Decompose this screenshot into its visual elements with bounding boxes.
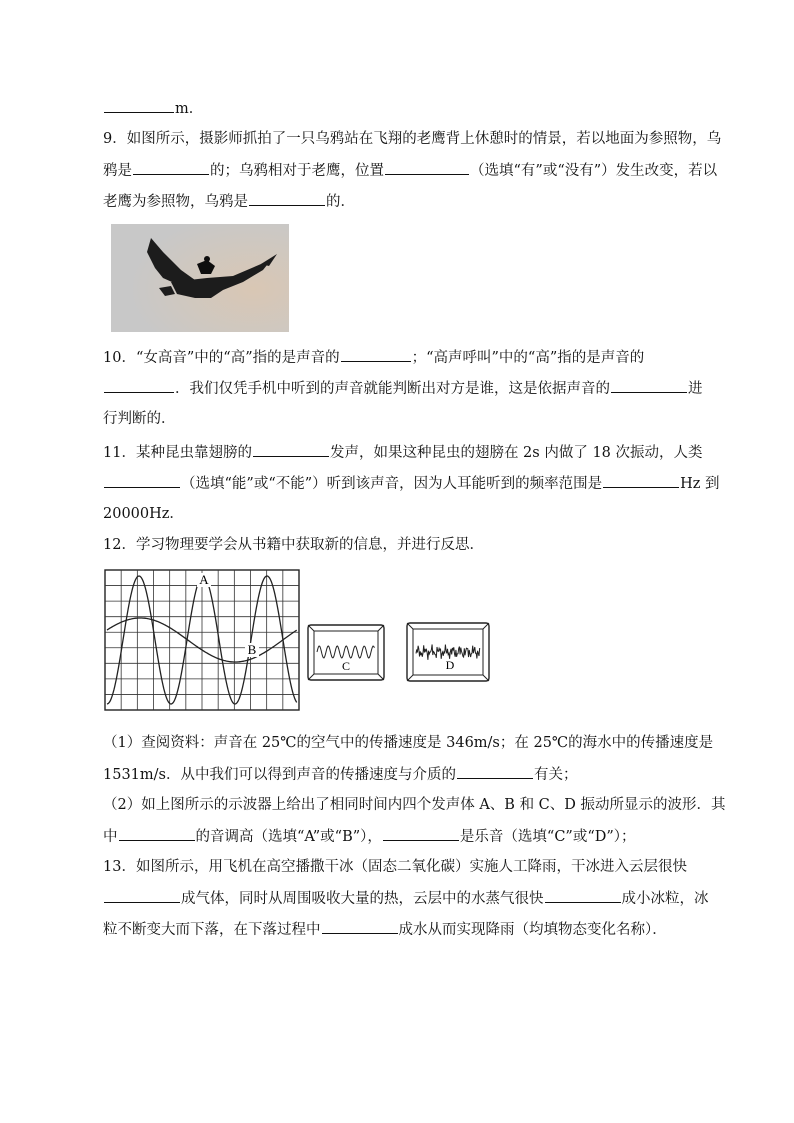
q11-line-3: 20000Hz．: [103, 506, 184, 522]
answer-blank[interactable]: [383, 826, 459, 841]
q11-line-2: （选填“能”或“不能”）听到该声音，因为人耳能听到的频率范围是 Hz 到: [103, 473, 720, 494]
answer-blank[interactable]: [322, 919, 398, 934]
wave-b-label: B: [247, 642, 257, 657]
answer-blank[interactable]: [249, 191, 325, 206]
q10-line-2: ．我们仅凭手机中听到的声音就能判断出对方是谁，这是依据声音的 进: [103, 378, 703, 399]
oscilloscope-figure: [103, 568, 503, 714]
answer-blank[interactable]: [104, 378, 174, 393]
answer-blank[interactable]: [104, 98, 174, 113]
answer-blank[interactable]: [104, 888, 180, 903]
photo-background: [111, 224, 289, 332]
q10-line-1: 10．“女高音”中的“高”指的是声音的 ；“高声呼叫”中的“高”指的是声音的: [103, 347, 644, 368]
q13-line-1: 13．如图所示，用飞机在高空播撒干冰（固态二氧化碳）实施人工降雨，干冰进入云层很快: [103, 859, 687, 875]
q12-title: 12．学习物理要学会从书籍中获取新的信息，并进行反思．: [103, 537, 484, 553]
q12-sub2-line-2: 中 的音调高（选填“A”或“B”）， 是乐音（选填“C”或“D”）；: [103, 826, 636, 847]
wave-a-label: A: [199, 572, 209, 587]
wave-c-label: C: [341, 659, 351, 673]
answer-blank[interactable]: [133, 160, 209, 175]
wave-d-label: D: [445, 658, 455, 672]
answer-blank[interactable]: [341, 347, 411, 362]
oscilloscope-c: [308, 625, 384, 680]
q9-line-2: 鸦是 的；乌鸦相对于老鹰，位置 （选填“有”或“没有”）发生改变，若以: [103, 160, 717, 181]
q12-sub2-line-1: （2）如上图所示的示波器上给出了相同时间内四个发声体 A、B 和 C、D 振动所显示的波形．其: [103, 797, 726, 813]
answer-blank[interactable]: [611, 378, 687, 393]
eagle-crow-photo: [111, 224, 289, 332]
answer-blank[interactable]: [104, 473, 180, 488]
q13-line-3: 粒不断变大而下落，在下落过程中 成水从而实现降雨（均填物态变化名称）．: [103, 919, 667, 940]
answer-blank[interactable]: [385, 160, 469, 175]
answer-blank[interactable]: [603, 473, 679, 488]
q12-sub1-line-2: 1531m/s．从中我们可以得到声音的传播速度与介质的 有关；: [103, 764, 577, 785]
waveform-grid: [105, 570, 299, 710]
q13-line-2: 成气体，同时从周围吸收大量的热，云层中的水蒸气很快 成小冰粒，冰: [103, 888, 709, 909]
oscilloscope-d: [407, 623, 489, 681]
answer-blank[interactable]: [545, 888, 621, 903]
answer-blank[interactable]: [119, 826, 195, 841]
answer-blank[interactable]: [457, 764, 533, 779]
q12-sub1-line-1: （1）查阅资料：声音在 25℃的空气中的传播速度是 346m/s；在 25℃的海水中的传播速度是: [103, 735, 714, 751]
q9-line-1: 9．如图所示，摄影师抓拍了一只乌鸦站在飞翔的老鹰背上休憩时的情景，若以地面为参照物，乌: [103, 131, 722, 147]
q8-tail-line: m．: [103, 98, 203, 119]
q11-line-1: 11．某种昆虫靠翅膀的 发声，如果这种昆虫的翅膀在 2s 内做了 18 次振动，人类: [103, 442, 703, 463]
q10-line-3: 行判断的．: [103, 411, 176, 427]
q9-line-3: 老鹰为参照物，乌鸦是 的．: [103, 191, 355, 212]
answer-blank[interactable]: [253, 442, 329, 457]
